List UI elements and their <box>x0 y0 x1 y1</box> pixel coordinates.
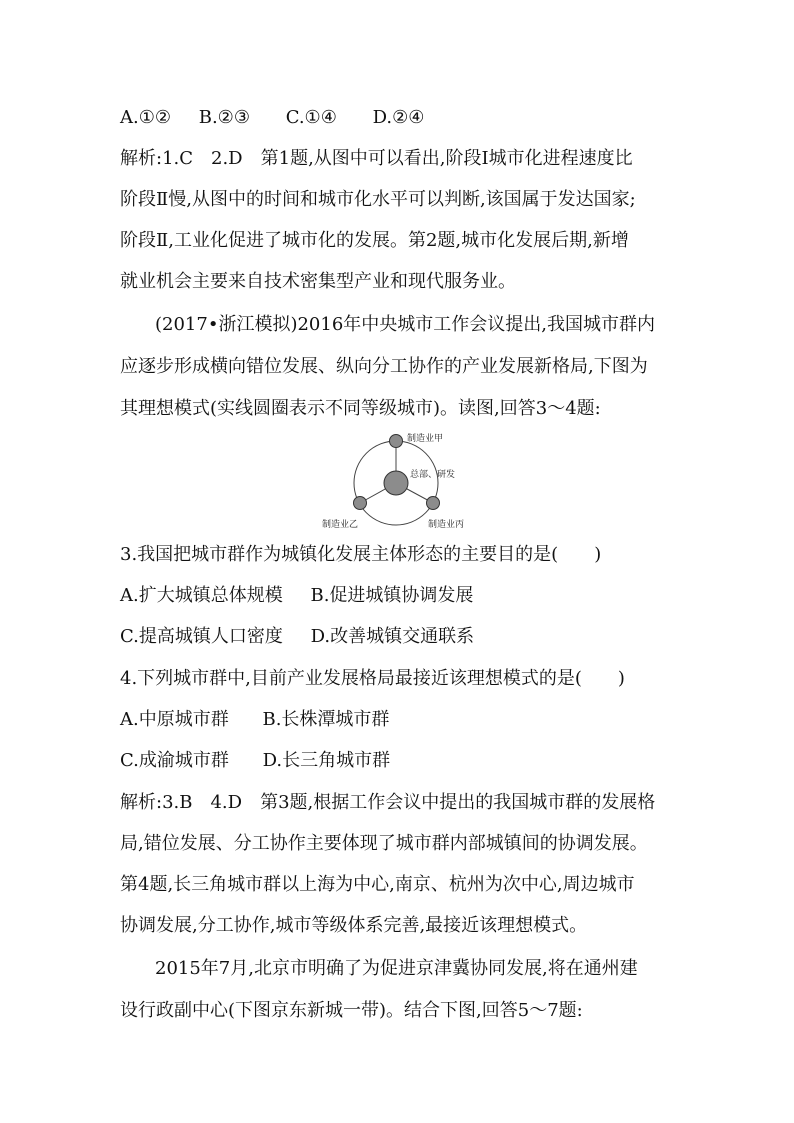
city-right-circle <box>427 497 440 510</box>
q2-option-a: A.①② <box>120 107 171 128</box>
intro-5-7-line-1: 2015年7月,北京市明确了为促进京津冀协同发展,将在通州建 <box>155 958 638 979</box>
q3-option-a: A.扩大城镇总体规模 <box>120 585 283 606</box>
q3-options-row-1 <box>120 584 473 608</box>
q3-option-c: C.提高城镇人口密度 <box>120 626 283 647</box>
q3-option-d: D.改善城镇交通联系 <box>310 626 475 647</box>
intro-5-7-line-2: 设行政副中心(下图京东新城一带)。结合下图,回答5～7题: <box>120 1000 583 1021</box>
q4-options-row-2 <box>120 749 390 773</box>
analysis-1-2-line-3: 阶段Ⅱ,工业化促进了城市化的发展。第2题,城市化发展后期,新增 <box>120 230 629 251</box>
analysis-1-2-line-2: 阶段Ⅱ慢,从图中的时间和城市化水平可以判断,该国属于发达国家; <box>120 189 636 210</box>
label-top: 制造业甲 <box>407 434 444 444</box>
intro-3-4-line-1: (2017•浙江模拟)2016年中央城市工作会议提出,我国城市群内 <box>155 314 655 335</box>
analysis-1-2-line-4: 就业机会主要来自技术密集型产业和现代服务业。 <box>120 271 516 292</box>
q2-options <box>120 106 424 130</box>
intro-3-4-line-2: 应逐步形成横向错位发展、纵向分工协作的产业发展新格局,下图为 <box>120 356 648 377</box>
city-top-circle <box>390 435 403 448</box>
q4-option-d: D.长三角城市群 <box>262 750 391 771</box>
q4-option-c: C.成渝城市群 <box>120 750 229 771</box>
label-right: 制造业丙 <box>428 520 465 530</box>
q4-option-b: B.长株潭城市群 <box>262 709 390 730</box>
q4-options-row-1 <box>120 708 389 732</box>
city-left-circle <box>354 497 367 510</box>
label-center: 总部、研发 <box>410 470 456 480</box>
q2-option-c: C.①④ <box>285 107 337 128</box>
label-left: 制造业乙 <box>322 520 359 530</box>
analysis-3-4-line-3: 第4题,长三角城市群以上海为中心,南京、杭州为次中心,周边城市 <box>120 874 635 895</box>
city-cluster-svg <box>320 428 480 534</box>
intro-3-4-line-3: 其理想模式(实线圆圈表示不同等级城市)。读图,回答3～4题: <box>120 398 601 419</box>
analysis-1-2-line-1: 解析:1.C 2.D 第1题,从图中可以看出,阶段Ⅰ城市化进程速度比 <box>120 148 633 169</box>
analysis-3-4-line-4: 协调发展,分工协作,城市等级体系完善,最接近该理想模式。 <box>120 915 588 936</box>
q4-option-a: A.中原城市群 <box>120 709 229 730</box>
analysis-3-4-line-1: 解析:3.B 4.D 第3题,根据工作会议中提出的我国城市群的发展格 <box>120 792 656 813</box>
q3-option-b: B.促进城镇协调发展 <box>310 585 474 606</box>
analysis-3-4-line-2: 局,错位发展、分工协作主要体现了城市群内部城镇间的协调发展。 <box>120 833 648 854</box>
q4-stem: 4.下列城市群中,目前产业发展格局最接近该理想模式的是( ) <box>120 668 625 689</box>
q2-option-b: B.②③ <box>198 107 250 128</box>
q3-stem: 3.我国把城市群作为城镇化发展主体形态的主要目的是( ) <box>120 544 602 565</box>
city-cluster-diagram <box>320 428 480 534</box>
q3-options-row-2 <box>120 625 474 649</box>
center-city-circle <box>384 471 408 495</box>
q2-option-d: D.②④ <box>372 107 425 128</box>
